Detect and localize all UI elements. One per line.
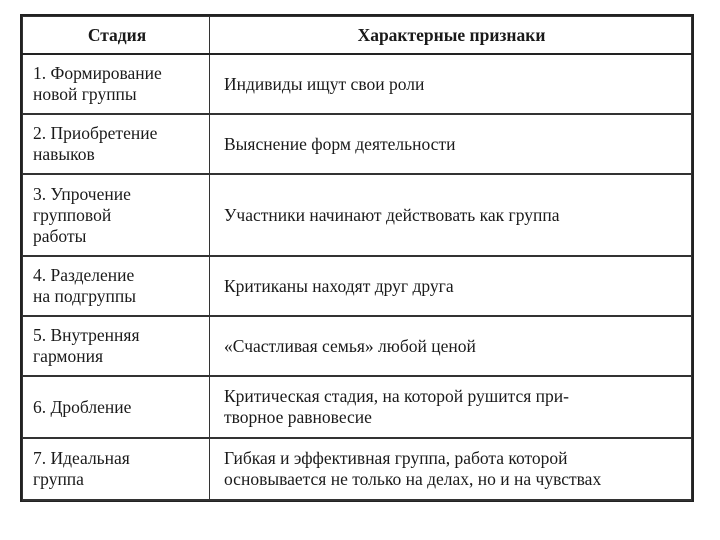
table-row: [23, 54, 692, 114]
stages-table-container: [20, 14, 694, 502]
header-features: Характерные признаки: [210, 17, 692, 55]
table-row: [23, 114, 692, 174]
features-cell: Выяснение форм деятельности: [210, 114, 692, 174]
stage-cell: 1. Формирование новой группы: [23, 54, 210, 114]
stage-cell: 2. Приобретение навыков: [23, 114, 210, 174]
features-cell: Участники начинают действовать как группа: [210, 174, 692, 256]
stages-table: [22, 16, 692, 501]
stage-cell: 5. Внутренняя гармония: [23, 316, 210, 376]
table-row: [23, 174, 692, 256]
stage-cell: 4. Разделение на подгруппы: [23, 256, 210, 316]
features-cell: Критиканы находят друг друга: [210, 256, 692, 316]
features-cell: Критическая стадия, на которой рушится при- творное равновесие: [210, 376, 692, 438]
header-stage: Стадия: [23, 17, 210, 55]
table-row: [23, 316, 692, 376]
features-cell: Индивиды ищут свои роли: [210, 54, 692, 114]
stage-cell: 3. Упрочение групповой работы: [23, 174, 210, 256]
table-row: [23, 256, 692, 316]
features-cell: Гибкая и эффективная группа, работа которой основывается не только на делах, но и на чувствах: [210, 438, 692, 500]
features-cell: «Счастливая семья» любой ценой: [210, 316, 692, 376]
stage-cell: 6. Дробление: [23, 376, 210, 438]
table-header-row: [23, 17, 692, 55]
table-row: [23, 438, 692, 500]
stage-cell: 7. Идеальная группа: [23, 438, 210, 500]
table-row: [23, 376, 692, 438]
